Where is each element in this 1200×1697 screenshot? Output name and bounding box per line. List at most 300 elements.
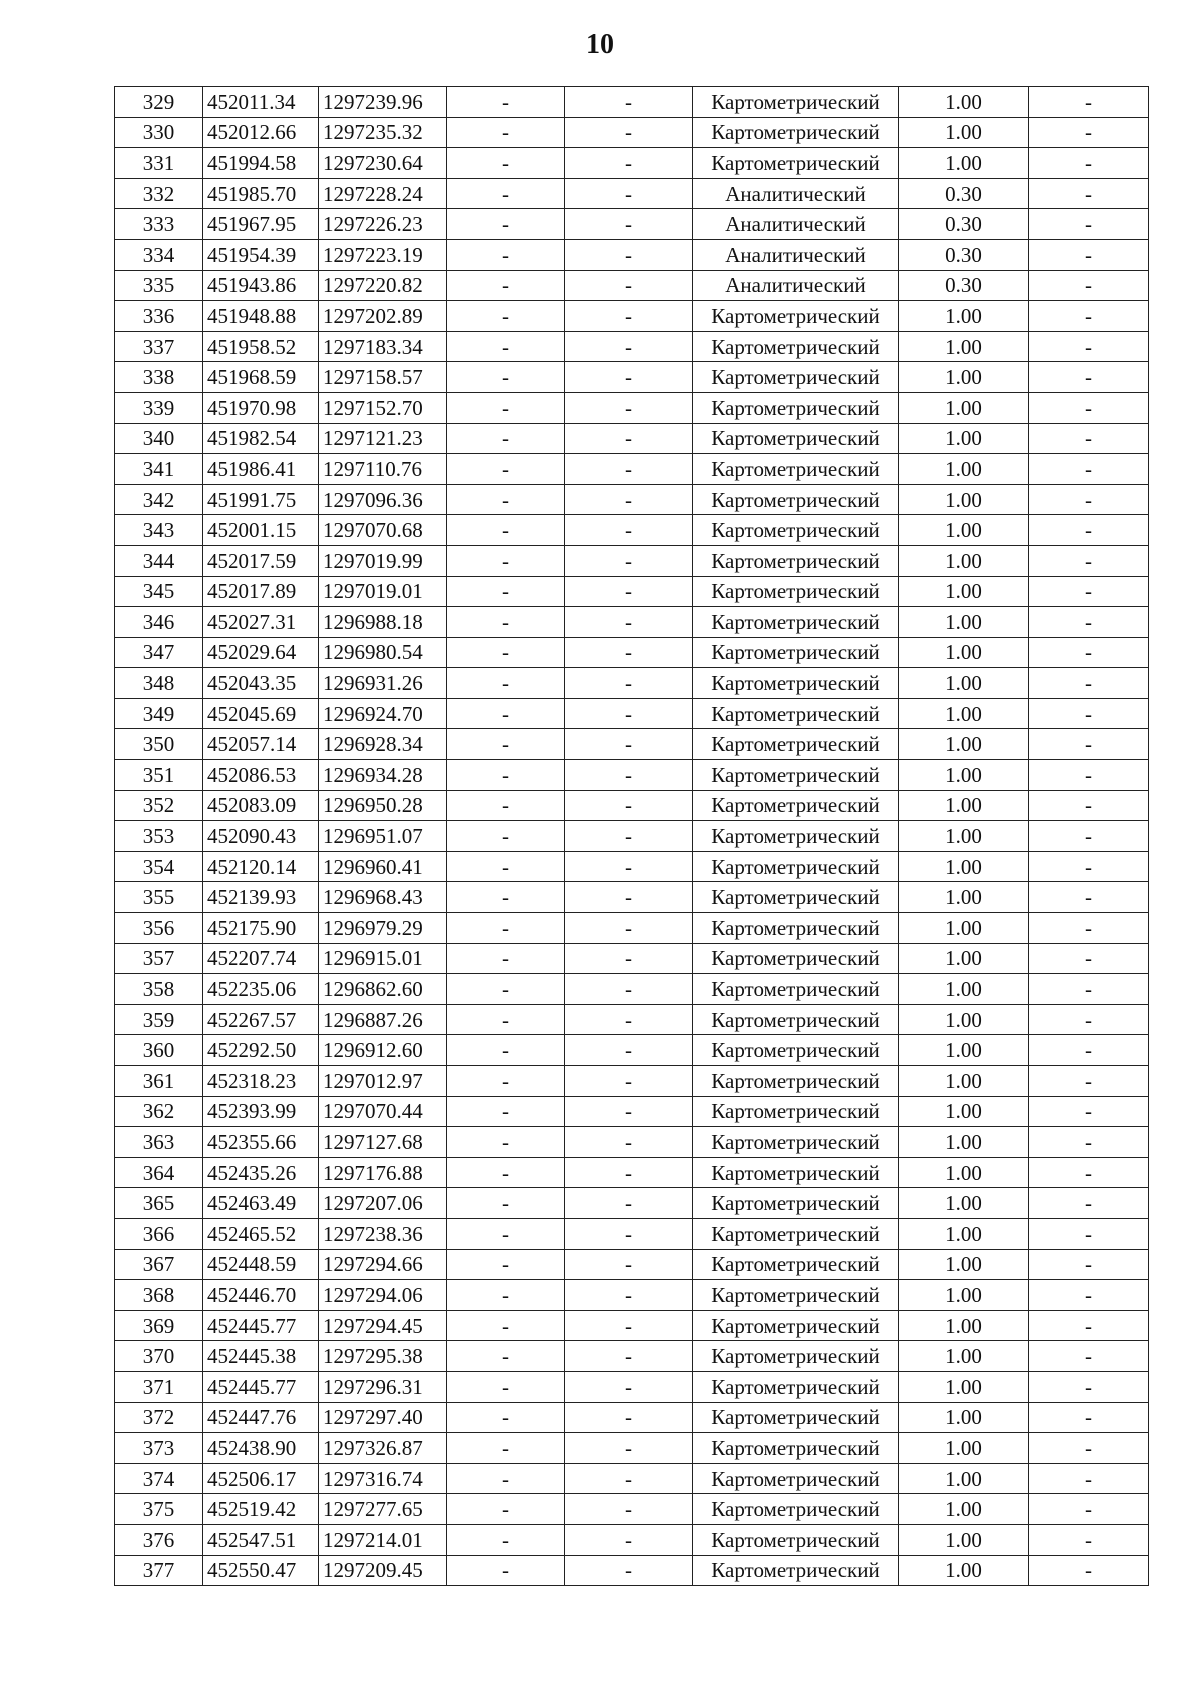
empty-cell-a: -	[447, 117, 565, 148]
method-cell: Картометрический	[693, 1157, 899, 1188]
precision-cell: 1.00	[899, 1463, 1029, 1494]
empty-cell-b: -	[565, 239, 693, 270]
point-number-cell: 341	[115, 454, 203, 485]
y-coordinate-cell: 1297202.89	[319, 301, 447, 332]
empty-cell-b: -	[565, 1096, 693, 1127]
table-row	[115, 668, 1149, 699]
empty-cell-c: -	[1029, 454, 1149, 485]
precision-cell: 1.00	[899, 362, 1029, 393]
x-coordinate-cell: 452318.23	[203, 1066, 319, 1097]
empty-cell-b: -	[565, 1371, 693, 1402]
point-number-cell: 366	[115, 1218, 203, 1249]
empty-cell-c: -	[1029, 1402, 1149, 1433]
x-coordinate-cell: 452083.09	[203, 790, 319, 821]
empty-cell-a: -	[447, 545, 565, 576]
empty-cell-b: -	[565, 178, 693, 209]
empty-cell-c: -	[1029, 515, 1149, 546]
empty-cell-c: -	[1029, 1433, 1149, 1464]
empty-cell-a: -	[447, 1524, 565, 1555]
empty-cell-a: -	[447, 1555, 565, 1586]
table-row	[115, 1555, 1149, 1586]
point-number-cell: 373	[115, 1433, 203, 1464]
x-coordinate-cell: 452447.76	[203, 1402, 319, 1433]
table-row	[115, 576, 1149, 607]
empty-cell-a: -	[447, 87, 565, 118]
method-cell: Картометрический	[693, 729, 899, 760]
empty-cell-a: -	[447, 1463, 565, 1494]
precision-cell: 1.00	[899, 1371, 1029, 1402]
empty-cell-a: -	[447, 1249, 565, 1280]
point-number-cell: 338	[115, 362, 203, 393]
empty-cell-a: -	[447, 1341, 565, 1372]
empty-cell-b: -	[565, 1218, 693, 1249]
point-number-cell: 357	[115, 943, 203, 974]
point-number-cell: 348	[115, 668, 203, 699]
table-row	[115, 148, 1149, 179]
precision-cell: 1.00	[899, 392, 1029, 423]
empty-cell-c: -	[1029, 331, 1149, 362]
precision-cell: 1.00	[899, 1096, 1029, 1127]
table-row	[115, 331, 1149, 362]
x-coordinate-cell: 452445.77	[203, 1310, 319, 1341]
empty-cell-a: -	[447, 1096, 565, 1127]
empty-cell-a: -	[447, 1310, 565, 1341]
y-coordinate-cell: 1297277.65	[319, 1494, 447, 1525]
x-coordinate-cell: 451958.52	[203, 331, 319, 362]
empty-cell-b: -	[565, 576, 693, 607]
point-number-cell: 368	[115, 1280, 203, 1311]
y-coordinate-cell: 1297223.19	[319, 239, 447, 270]
point-number-cell: 333	[115, 209, 203, 240]
empty-cell-b: -	[565, 1341, 693, 1372]
y-coordinate-cell: 1297152.70	[319, 392, 447, 423]
empty-cell-a: -	[447, 607, 565, 638]
precision-cell: 1.00	[899, 698, 1029, 729]
empty-cell-c: -	[1029, 1310, 1149, 1341]
x-coordinate-cell: 452448.59	[203, 1249, 319, 1280]
x-coordinate-cell: 452029.64	[203, 637, 319, 668]
method-cell: Картометрический	[693, 1402, 899, 1433]
point-number-cell: 356	[115, 913, 203, 944]
point-number-cell: 334	[115, 239, 203, 270]
table-row	[115, 1218, 1149, 1249]
precision-cell: 1.00	[899, 301, 1029, 332]
empty-cell-c: -	[1029, 1218, 1149, 1249]
precision-cell: 0.30	[899, 209, 1029, 240]
empty-cell-a: -	[447, 454, 565, 485]
x-coordinate-cell: 451991.75	[203, 484, 319, 515]
method-cell: Картометрический	[693, 851, 899, 882]
empty-cell-c: -	[1029, 974, 1149, 1005]
empty-cell-a: -	[447, 790, 565, 821]
empty-cell-a: -	[447, 882, 565, 913]
table-row	[115, 1310, 1149, 1341]
empty-cell-a: -	[447, 1494, 565, 1525]
empty-cell-c: -	[1029, 1127, 1149, 1158]
empty-cell-a: -	[447, 576, 565, 607]
coordinates-table-body	[115, 87, 1149, 1586]
table-row	[115, 1096, 1149, 1127]
empty-cell-b: -	[565, 1463, 693, 1494]
method-cell: Картометрический	[693, 1524, 899, 1555]
table-row	[115, 1433, 1149, 1464]
table-row	[115, 515, 1149, 546]
table-row	[115, 882, 1149, 913]
empty-cell-c: -	[1029, 943, 1149, 974]
table-row	[115, 1157, 1149, 1188]
table-row	[115, 698, 1149, 729]
y-coordinate-cell: 1297209.45	[319, 1555, 447, 1586]
empty-cell-c: -	[1029, 729, 1149, 760]
table-row	[115, 484, 1149, 515]
precision-cell: 1.00	[899, 1004, 1029, 1035]
point-number-cell: 351	[115, 760, 203, 791]
empty-cell-a: -	[447, 1402, 565, 1433]
method-cell: Картометрический	[693, 1341, 899, 1372]
empty-cell-b: -	[565, 1524, 693, 1555]
point-number-cell: 336	[115, 301, 203, 332]
x-coordinate-cell: 451982.54	[203, 423, 319, 454]
empty-cell-c: -	[1029, 1066, 1149, 1097]
y-coordinate-cell: 1297235.32	[319, 117, 447, 148]
x-coordinate-cell: 452045.69	[203, 698, 319, 729]
empty-cell-b: -	[565, 943, 693, 974]
y-coordinate-cell: 1297183.34	[319, 331, 447, 362]
precision-cell: 1.00	[899, 331, 1029, 362]
empty-cell-c: -	[1029, 668, 1149, 699]
point-number-cell: 335	[115, 270, 203, 301]
empty-cell-a: -	[447, 484, 565, 515]
empty-cell-b: -	[565, 454, 693, 485]
empty-cell-a: -	[447, 301, 565, 332]
precision-cell: 1.00	[899, 1402, 1029, 1433]
empty-cell-a: -	[447, 178, 565, 209]
y-coordinate-cell: 1296988.18	[319, 607, 447, 638]
y-coordinate-cell: 1297295.38	[319, 1341, 447, 1372]
x-coordinate-cell: 452012.66	[203, 117, 319, 148]
x-coordinate-cell: 451994.58	[203, 148, 319, 179]
precision-cell: 1.00	[899, 607, 1029, 638]
method-cell: Картометрический	[693, 1066, 899, 1097]
empty-cell-c: -	[1029, 851, 1149, 882]
point-number-cell: 365	[115, 1188, 203, 1219]
empty-cell-b: -	[565, 1494, 693, 1525]
point-number-cell: 332	[115, 178, 203, 209]
method-cell: Картометрический	[693, 1004, 899, 1035]
empty-cell-b: -	[565, 1433, 693, 1464]
y-coordinate-cell: 1297326.87	[319, 1433, 447, 1464]
empty-cell-c: -	[1029, 821, 1149, 852]
method-cell: Картометрический	[693, 392, 899, 423]
y-coordinate-cell: 1297070.68	[319, 515, 447, 546]
precision-cell: 1.00	[899, 1035, 1029, 1066]
empty-cell-b: -	[565, 209, 693, 240]
point-number-cell: 355	[115, 882, 203, 913]
empty-cell-a: -	[447, 974, 565, 1005]
method-cell: Картометрический	[693, 821, 899, 852]
empty-cell-b: -	[565, 790, 693, 821]
table-row	[115, 178, 1149, 209]
empty-cell-b: -	[565, 637, 693, 668]
empty-cell-a: -	[447, 1280, 565, 1311]
empty-cell-b: -	[565, 668, 693, 699]
method-cell: Картометрический	[693, 454, 899, 485]
table-row	[115, 851, 1149, 882]
table-row	[115, 1035, 1149, 1066]
precision-cell: 1.00	[899, 545, 1029, 576]
empty-cell-b: -	[565, 423, 693, 454]
precision-cell: 1.00	[899, 1280, 1029, 1311]
empty-cell-a: -	[447, 668, 565, 699]
table-row	[115, 423, 1149, 454]
empty-cell-b: -	[565, 117, 693, 148]
empty-cell-b: -	[565, 484, 693, 515]
precision-cell: 1.00	[899, 1157, 1029, 1188]
empty-cell-a: -	[447, 943, 565, 974]
x-coordinate-cell: 451943.86	[203, 270, 319, 301]
method-cell: Аналитический	[693, 239, 899, 270]
table-row	[115, 1494, 1149, 1525]
empty-cell-c: -	[1029, 484, 1149, 515]
empty-cell-a: -	[447, 331, 565, 362]
y-coordinate-cell: 1297070.44	[319, 1096, 447, 1127]
empty-cell-a: -	[447, 851, 565, 882]
method-cell: Картометрический	[693, 1188, 899, 1219]
empty-cell-b: -	[565, 1249, 693, 1280]
precision-cell: 1.00	[899, 1218, 1029, 1249]
precision-cell: 1.00	[899, 882, 1029, 913]
precision-cell: 1.00	[899, 117, 1029, 148]
point-number-cell: 344	[115, 545, 203, 576]
point-number-cell: 360	[115, 1035, 203, 1066]
empty-cell-a: -	[447, 148, 565, 179]
method-cell: Картометрический	[693, 1555, 899, 1586]
table-row	[115, 1188, 1149, 1219]
method-cell: Картометрический	[693, 576, 899, 607]
point-number-cell: 372	[115, 1402, 203, 1433]
precision-cell: 1.00	[899, 1249, 1029, 1280]
x-coordinate-cell: 451968.59	[203, 362, 319, 393]
method-cell: Картометрический	[693, 1463, 899, 1494]
precision-cell: 1.00	[899, 148, 1029, 179]
precision-cell: 1.00	[899, 1310, 1029, 1341]
empty-cell-c: -	[1029, 1096, 1149, 1127]
empty-cell-c: -	[1029, 1341, 1149, 1372]
method-cell: Картометрический	[693, 423, 899, 454]
empty-cell-a: -	[447, 1433, 565, 1464]
point-number-cell: 371	[115, 1371, 203, 1402]
point-number-cell: 340	[115, 423, 203, 454]
precision-cell: 0.30	[899, 178, 1029, 209]
empty-cell-c: -	[1029, 423, 1149, 454]
method-cell: Картометрический	[693, 943, 899, 974]
table-row	[115, 913, 1149, 944]
precision-cell: 1.00	[899, 851, 1029, 882]
method-cell: Картометрический	[693, 301, 899, 332]
empty-cell-a: -	[447, 1371, 565, 1402]
table-row	[115, 821, 1149, 852]
empty-cell-b: -	[565, 974, 693, 1005]
x-coordinate-cell: 451970.98	[203, 392, 319, 423]
method-cell: Картометрический	[693, 974, 899, 1005]
empty-cell-c: -	[1029, 607, 1149, 638]
table-row	[115, 454, 1149, 485]
table-row	[115, 943, 1149, 974]
y-coordinate-cell: 1296887.26	[319, 1004, 447, 1035]
table-row	[115, 1341, 1149, 1372]
empty-cell-b: -	[565, 1188, 693, 1219]
empty-cell-c: -	[1029, 882, 1149, 913]
precision-cell: 1.00	[899, 668, 1029, 699]
x-coordinate-cell: 452463.49	[203, 1188, 319, 1219]
y-coordinate-cell: 1297012.97	[319, 1066, 447, 1097]
point-number-cell: 352	[115, 790, 203, 821]
y-coordinate-cell: 1297127.68	[319, 1127, 447, 1158]
method-cell: Картометрический	[693, 362, 899, 393]
page-number: 10	[586, 29, 614, 60]
empty-cell-a: -	[447, 392, 565, 423]
y-coordinate-cell: 1296934.28	[319, 760, 447, 791]
coordinates-table	[114, 86, 1149, 1586]
x-coordinate-cell: 452446.70	[203, 1280, 319, 1311]
point-number-cell: 358	[115, 974, 203, 1005]
empty-cell-b: -	[565, 1127, 693, 1158]
empty-cell-c: -	[1029, 545, 1149, 576]
table-row	[115, 760, 1149, 791]
precision-cell: 1.00	[899, 821, 1029, 852]
x-coordinate-cell: 452120.14	[203, 851, 319, 882]
x-coordinate-cell: 452139.93	[203, 882, 319, 913]
x-coordinate-cell: 452267.57	[203, 1004, 319, 1035]
table-row	[115, 1066, 1149, 1097]
empty-cell-b: -	[565, 331, 693, 362]
table-row	[115, 117, 1149, 148]
method-cell: Аналитический	[693, 178, 899, 209]
empty-cell-a: -	[447, 1035, 565, 1066]
y-coordinate-cell: 1296950.28	[319, 790, 447, 821]
method-cell: Картометрический	[693, 515, 899, 546]
y-coordinate-cell: 1297096.36	[319, 484, 447, 515]
empty-cell-c: -	[1029, 1188, 1149, 1219]
table-row	[115, 1004, 1149, 1035]
empty-cell-c: -	[1029, 239, 1149, 270]
precision-cell: 1.00	[899, 576, 1029, 607]
x-coordinate-cell: 451985.70	[203, 178, 319, 209]
empty-cell-b: -	[565, 148, 693, 179]
empty-cell-b: -	[565, 515, 693, 546]
precision-cell: 1.00	[899, 790, 1029, 821]
point-number-cell: 362	[115, 1096, 203, 1127]
empty-cell-b: -	[565, 821, 693, 852]
table-row	[115, 270, 1149, 301]
empty-cell-a: -	[447, 239, 565, 270]
x-coordinate-cell: 452017.59	[203, 545, 319, 576]
method-cell: Картометрический	[693, 607, 899, 638]
empty-cell-b: -	[565, 1004, 693, 1035]
table-row	[115, 1127, 1149, 1158]
empty-cell-b: -	[565, 392, 693, 423]
empty-cell-c: -	[1029, 637, 1149, 668]
method-cell: Картометрический	[693, 1096, 899, 1127]
table-row	[115, 1524, 1149, 1555]
empty-cell-a: -	[447, 821, 565, 852]
method-cell: Картометрический	[693, 1371, 899, 1402]
empty-cell-b: -	[565, 1035, 693, 1066]
empty-cell-a: -	[447, 270, 565, 301]
empty-cell-c: -	[1029, 1035, 1149, 1066]
x-coordinate-cell: 452011.34	[203, 87, 319, 118]
empty-cell-a: -	[447, 637, 565, 668]
empty-cell-b: -	[565, 270, 693, 301]
empty-cell-b: -	[565, 729, 693, 760]
method-cell: Аналитический	[693, 209, 899, 240]
point-number-cell: 350	[115, 729, 203, 760]
empty-cell-b: -	[565, 760, 693, 791]
x-coordinate-cell: 452001.15	[203, 515, 319, 546]
precision-cell: 1.00	[899, 1188, 1029, 1219]
method-cell: Картометрический	[693, 1310, 899, 1341]
x-coordinate-cell: 452547.51	[203, 1524, 319, 1555]
x-coordinate-cell: 452393.99	[203, 1096, 319, 1127]
empty-cell-c: -	[1029, 209, 1149, 240]
y-coordinate-cell: 1297228.24	[319, 178, 447, 209]
x-coordinate-cell: 452445.38	[203, 1341, 319, 1372]
x-coordinate-cell: 452043.35	[203, 668, 319, 699]
y-coordinate-cell: 1296960.41	[319, 851, 447, 882]
point-number-cell: 361	[115, 1066, 203, 1097]
empty-cell-a: -	[447, 362, 565, 393]
y-coordinate-cell: 1296915.01	[319, 943, 447, 974]
point-number-cell: 364	[115, 1157, 203, 1188]
empty-cell-c: -	[1029, 790, 1149, 821]
table-row	[115, 607, 1149, 638]
y-coordinate-cell: 1297019.99	[319, 545, 447, 576]
empty-cell-b: -	[565, 1310, 693, 1341]
point-number-cell: 347	[115, 637, 203, 668]
method-cell: Картометрический	[693, 545, 899, 576]
method-cell: Картометрический	[693, 117, 899, 148]
empty-cell-b: -	[565, 1402, 693, 1433]
y-coordinate-cell: 1297110.76	[319, 454, 447, 485]
point-number-cell: 377	[115, 1555, 203, 1586]
empty-cell-b: -	[565, 913, 693, 944]
y-coordinate-cell: 1296968.43	[319, 882, 447, 913]
precision-cell: 1.00	[899, 1127, 1029, 1158]
point-number-cell: 337	[115, 331, 203, 362]
y-coordinate-cell: 1297297.40	[319, 1402, 447, 1433]
empty-cell-c: -	[1029, 1249, 1149, 1280]
precision-cell: 1.00	[899, 1341, 1029, 1372]
table-row	[115, 239, 1149, 270]
y-coordinate-cell: 1297294.66	[319, 1249, 447, 1280]
y-coordinate-cell: 1296980.54	[319, 637, 447, 668]
empty-cell-a: -	[447, 1004, 565, 1035]
y-coordinate-cell: 1296979.29	[319, 913, 447, 944]
y-coordinate-cell: 1297294.06	[319, 1280, 447, 1311]
empty-cell-a: -	[447, 423, 565, 454]
y-coordinate-cell: 1297239.96	[319, 87, 447, 118]
precision-cell: 1.00	[899, 637, 1029, 668]
point-number-cell: 367	[115, 1249, 203, 1280]
point-number-cell: 343	[115, 515, 203, 546]
empty-cell-c: -	[1029, 392, 1149, 423]
point-number-cell: 353	[115, 821, 203, 852]
table-row	[115, 87, 1149, 118]
x-coordinate-cell: 452086.53	[203, 760, 319, 791]
empty-cell-a: -	[447, 698, 565, 729]
empty-cell-c: -	[1029, 178, 1149, 209]
point-number-cell: 345	[115, 576, 203, 607]
